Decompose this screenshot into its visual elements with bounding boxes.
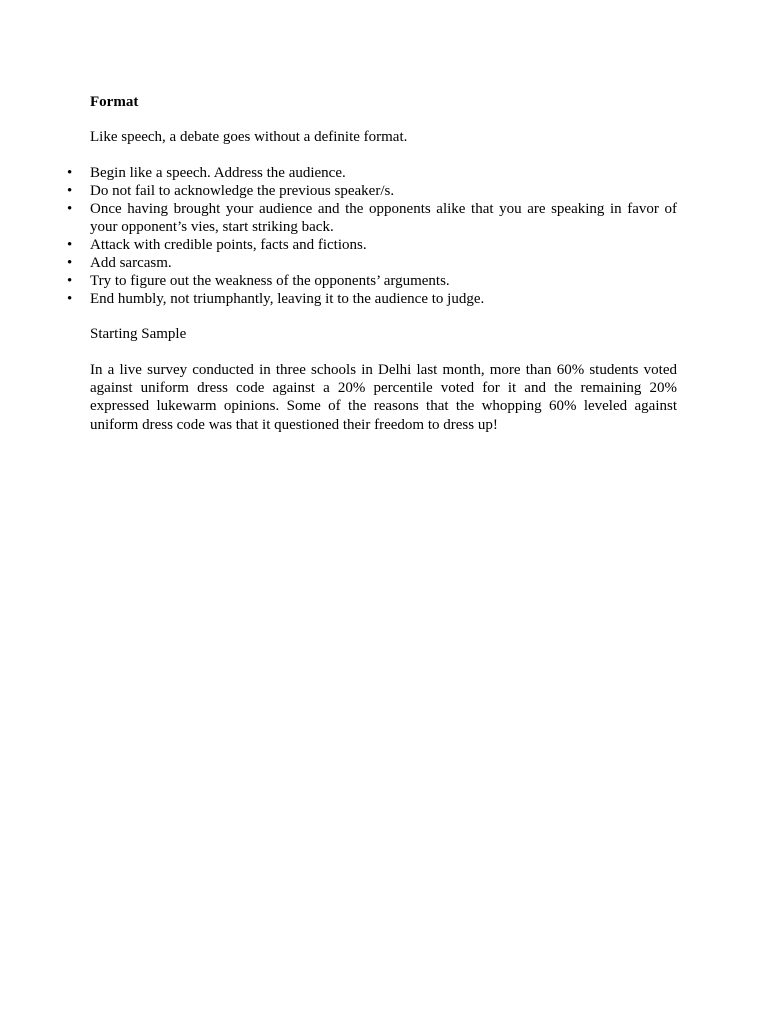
format-bullet-list: [90, 164, 677, 308]
bullet-item: • End humbly, not triumphantly, leaving it to the audience to judge.: [90, 290, 677, 308]
intro-paragraph: Like speech, a debate goes without a definite format.: [90, 129, 408, 145]
sample-paragraph: In a live survey conducted in three schools in Delhi last month, more than 60% students voted against uniform dress code against a 20% percentile voted for it and the remaining 20% expressed lukewarm opinions. Some of the reasons that the whopping 60% leveled against uniform dress code was that it questioned their freedom to dress up!: [90, 362, 677, 433]
bullet-item: • Begin like a speech. Address the audience.: [90, 164, 677, 182]
bullet-item: • Do not fail to acknowledge the previous speaker/s.: [90, 182, 677, 200]
starting-sample-heading: Starting Sample: [90, 326, 187, 342]
bullet-item: • Once having brought your audience and the opponents alike that you are speaking in favor of your opponent’s vies, start striking back.: [90, 200, 677, 236]
bullet-item: • Add sarcasm.: [90, 254, 677, 272]
bullet-item: • Attack with credible points, facts and fictions.: [90, 236, 677, 254]
format-heading: Format: [90, 94, 139, 110]
bullet-item: • Try to figure out the weakness of the opponents’ arguments.: [90, 272, 677, 290]
